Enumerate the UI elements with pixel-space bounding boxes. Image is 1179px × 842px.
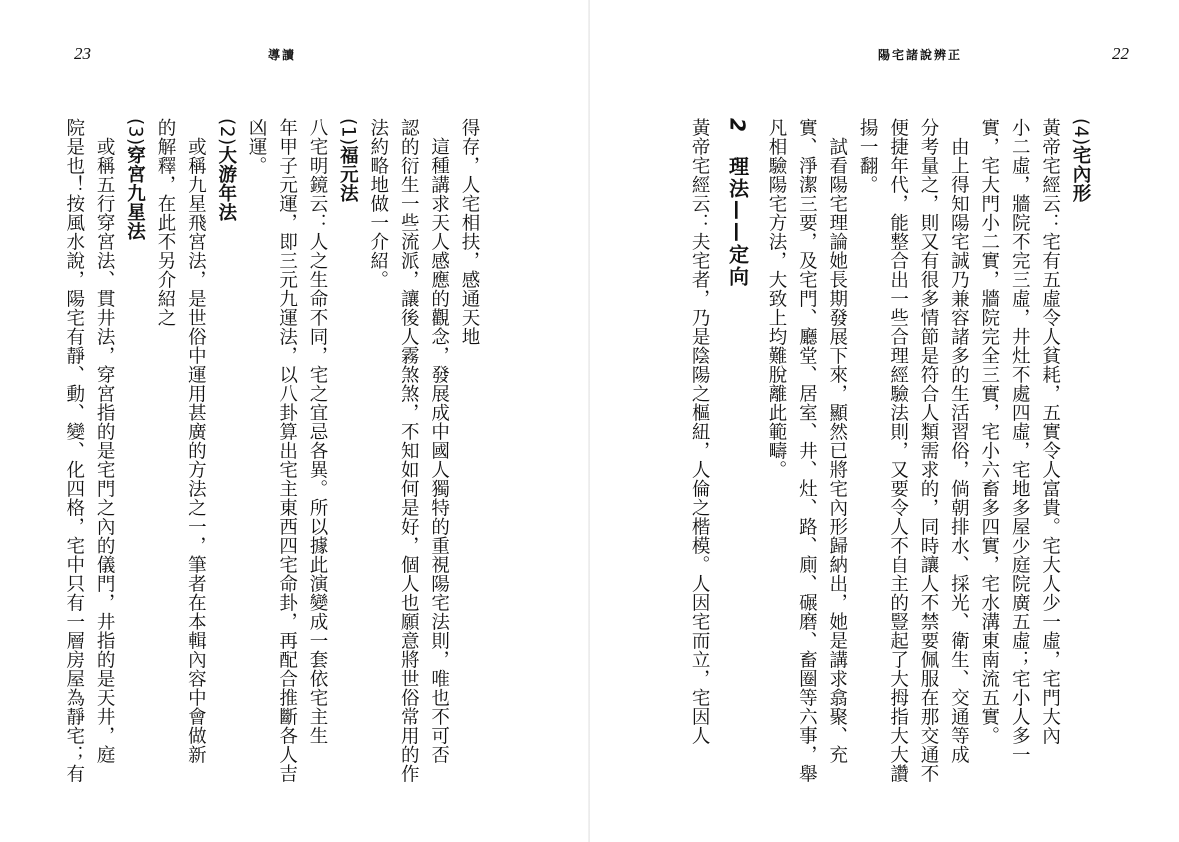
body-line: 分考量之，則又有很多情節是符合人類需求的，同時讓人不禁要佩服在那交通不 bbox=[917, 118, 939, 783]
body-line: 實、淨潔三要，及宅門、廳堂、居室、井、灶、路、廁、碾磨、畜圈等六事，舉 bbox=[796, 118, 818, 783]
chapter-title: 理法——定向 bbox=[725, 155, 750, 288]
right-page bbox=[590, 0, 1179, 842]
left-page-number: 23 bbox=[74, 44, 91, 63]
body-line: 黃帝宅經云：宅有五虛令人貧耗，五實令人富貴。宅大人少一虛，宅門大內 bbox=[1039, 118, 1061, 745]
heading-number: (1) bbox=[337, 118, 359, 146]
section-heading-dayounian bbox=[210, 118, 240, 818]
chapter-number: 2 bbox=[725, 118, 750, 134]
section-heading-chuangong bbox=[119, 118, 149, 818]
left-running-head: 導讀 bbox=[268, 48, 297, 62]
heading-title: 穿宮九星法 bbox=[124, 145, 146, 241]
body-line: 黃帝宅經云：夫宅者，乃是陰陽之樞紐，人倫之楷模。人因宅而立，宅因人 bbox=[689, 118, 711, 745]
body-line: 認的衍生一些流派，讓後人霧煞煞，不知如何是好，個人也願意將世俗常用的作 bbox=[398, 118, 420, 783]
body-line: 年甲子元運，即三元九運法，以八卦算出宅主東西四宅命卦，再配合推斷各人吉 bbox=[276, 118, 298, 783]
left-page-body bbox=[58, 118, 484, 818]
chapter-heading bbox=[714, 118, 760, 818]
body-line: 便捷年代，能整合出一些合理經驗法則，又要令人不自主的豎起了大拇指大大讚 bbox=[887, 118, 909, 783]
section-heading-zhaineixing bbox=[1065, 118, 1095, 818]
heading-number: (2) bbox=[215, 118, 237, 146]
body-line: 凶運。 bbox=[246, 118, 268, 175]
heading-title: 大游年法 bbox=[215, 145, 237, 222]
body-line: 這種講求天人感應的觀念，發展成中國人獨特的重視陽宅法則，唯也不可否 bbox=[428, 118, 450, 764]
heading-number: (3) bbox=[124, 118, 146, 146]
right-page-number: 22 bbox=[1112, 44, 1129, 63]
section-heading-fuyuan bbox=[332, 118, 362, 818]
body-line: 或稱五行穿宮法、貫井法，穿宮指的是宅門之內的儀門，井指的是天井，庭 bbox=[94, 118, 116, 764]
right-page-body bbox=[684, 118, 1095, 818]
body-line: 實，宅大門小二實，牆院完全三實，宅小六畜多四實，宅水溝東南流五實。 bbox=[978, 118, 1000, 745]
left-page bbox=[0, 0, 588, 842]
heading-number: (4) bbox=[1070, 118, 1091, 146]
body-line: 由上得知陽宅誠乃兼容諸多的生活習俗，倘朝排水、採光、衛生、交通等成 bbox=[948, 118, 970, 764]
body-line: 法約略地做一介紹。 bbox=[367, 118, 389, 289]
body-line: 八宅明鏡云：人之生命不同，宅之宜忌各異。所以據此演變成一套依宅主生 bbox=[306, 118, 328, 745]
body-line: 小二虛，牆院不完三虛，井灶不處四虛，宅地多屋少庭院廣五虛；宅小人多一 bbox=[1009, 118, 1031, 764]
body-line: 院是也！按風水說，陽宅有靜、動、變、化四格，宅中只有一層房屋為靜宅；有 bbox=[63, 118, 85, 783]
body-line: 試看陽宅理論她長期發展下來，顯然已將宅內形歸納出，她是講求翕聚、充 bbox=[826, 118, 848, 764]
body-line: 揚一翻。 bbox=[857, 118, 879, 194]
right-running-head: 陽宅諸說辨正 bbox=[878, 48, 963, 62]
body-line: 或稱九星飛宮法，是世俗中運用甚廣的方法之一，筆者在本輯內容中會做新 bbox=[185, 118, 207, 764]
heading-title: 福元法 bbox=[337, 145, 359, 203]
body-line: 得存，人宅相扶，感通天地 bbox=[459, 118, 480, 346]
body-line: 凡相驗陽宅方法，大致上均難脫離此範疇。 bbox=[765, 118, 787, 479]
heading-title: 宅內形 bbox=[1070, 145, 1091, 203]
body-line: 的解釋，在此不另介紹之 bbox=[154, 118, 176, 327]
